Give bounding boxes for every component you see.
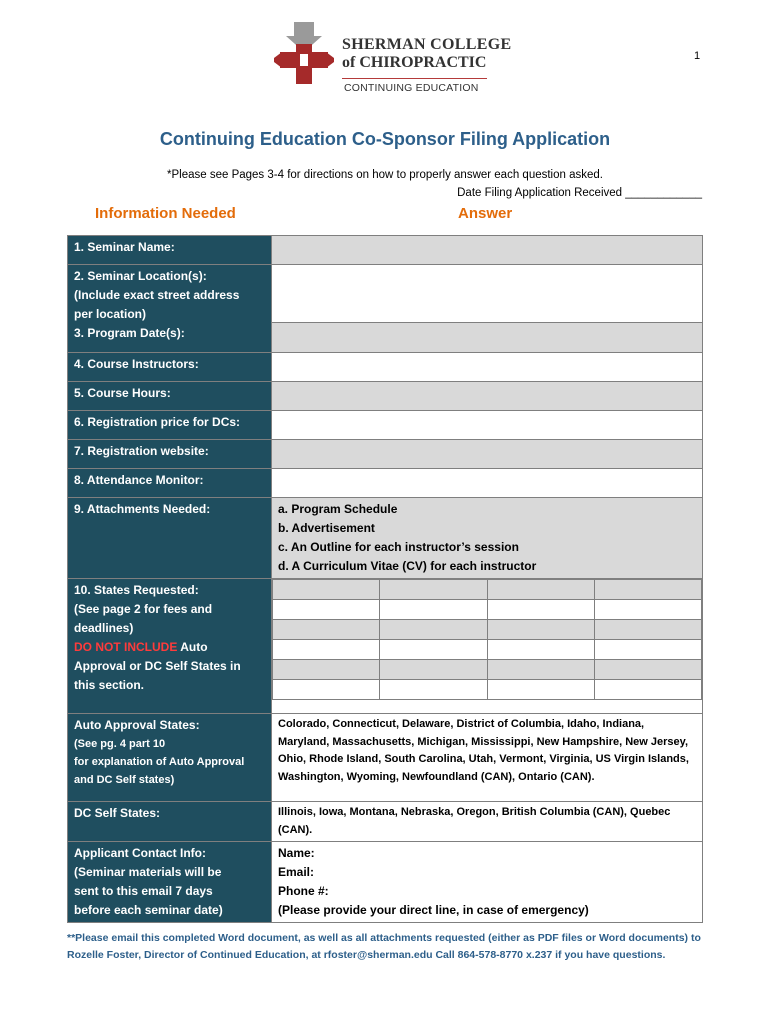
seminar-name-field[interactable] <box>272 236 703 265</box>
states-label-text: Auto <box>177 640 208 654</box>
logo-divider <box>342 78 487 79</box>
attachment-item: a. Program Schedule <box>278 502 398 516</box>
table-row <box>68 411 703 440</box>
state-cell[interactable] <box>487 640 594 660</box>
attachments-list <box>272 498 703 579</box>
contact-label-line: (Seminar materials will be <box>74 865 222 879</box>
state-cell[interactable] <box>487 680 594 700</box>
state-cell[interactable] <box>273 640 380 660</box>
table-row <box>68 440 703 469</box>
do-not-include-warning: DO NOT INCLUDE <box>74 640 178 654</box>
table-row <box>68 236 703 265</box>
logo-line-2: of CHIROPRACTIC <box>342 54 487 71</box>
program-dates-label: 3. Program Date(s): <box>74 326 185 340</box>
state-cell[interactable] <box>594 660 701 680</box>
program-dates-field[interactable] <box>272 323 702 352</box>
state-cell[interactable] <box>380 620 487 640</box>
attendance-monitor-label: 8. Attendance Monitor: <box>68 469 272 498</box>
state-cell[interactable] <box>380 640 487 660</box>
course-hours-label: 5. Course Hours: <box>68 382 272 411</box>
state-cell[interactable] <box>380 660 487 680</box>
state-cell[interactable] <box>273 660 380 680</box>
contact-email-field[interactable]: Email: <box>278 865 315 879</box>
table-row <box>68 842 703 923</box>
contact-label-line: before each seminar date) <box>74 903 223 917</box>
table-row <box>68 265 703 353</box>
contact-name-field[interactable]: Name: <box>278 846 315 860</box>
course-instructors-label: 4. Course Instructors: <box>68 353 272 382</box>
state-cell[interactable] <box>594 640 701 660</box>
auto-approval-states-text: Colorado, Connecticut, Delaware, District of Columbia, Idaho, Indiana, Maryland, Massachusetts, Michigan, Mississippi, New Hampshire, New Jersey, Ohio, Rhode Island, South Carolina, Utah, Vermont, Virginia, US Virgin Islands, Washington, Wyoming, Newfoundland (CAN), Ontario (CAN). <box>272 714 703 802</box>
states-label-line: (See page 2 for fees and <box>74 602 213 616</box>
states-label-line: deadlines) <box>74 621 134 635</box>
state-cell[interactable] <box>273 620 380 640</box>
auto-approval-label-line: (See pg. 4 part 10 <box>74 738 166 750</box>
state-cell[interactable] <box>487 620 594 640</box>
table-row <box>68 802 703 842</box>
seminar-location-field[interactable] <box>272 265 702 323</box>
state-cell[interactable] <box>487 660 594 680</box>
attachment-item: b. Advertisement <box>278 521 375 535</box>
registration-price-field[interactable] <box>272 411 703 440</box>
contact-phone-field[interactable]: Phone #: <box>278 884 329 898</box>
directions-note: *Please see Pages 3-4 for directions on how to properly answer each question asked. <box>167 169 603 181</box>
states-label-line: Approval or DC Self States in <box>74 659 241 673</box>
applicant-contact-fields <box>272 842 703 923</box>
date-received-line: Date Filing Application Received ____________ <box>457 187 702 199</box>
application-form-table <box>67 235 703 923</box>
course-instructors-field[interactable] <box>272 353 703 382</box>
seminar-location-label <box>68 265 272 353</box>
attachments-label: 9. Attachments Needed: <box>68 498 272 579</box>
auto-approval-label-line: for explanation of Auto Approval <box>74 756 245 768</box>
table-row <box>68 382 703 411</box>
states-requested-grid-cell <box>272 579 703 714</box>
table-row <box>68 353 703 382</box>
state-cell[interactable] <box>380 680 487 700</box>
dc-self-states-label: DC Self States: <box>68 802 272 842</box>
location-label-line: (Include exact street address <box>74 288 240 302</box>
college-logo <box>272 22 512 98</box>
page-number: 1 <box>694 50 701 62</box>
table-row <box>68 714 703 802</box>
states-label-line: this section. <box>74 678 145 692</box>
applicant-contact-label <box>68 842 272 923</box>
state-cell[interactable] <box>487 580 594 600</box>
table-row <box>68 579 703 714</box>
cross-arrow-logo-icon <box>272 22 336 88</box>
auto-approval-label <box>68 714 272 802</box>
state-cell[interactable] <box>594 680 701 700</box>
auto-approval-label-line: Auto Approval States: <box>74 718 200 732</box>
state-cell[interactable] <box>487 600 594 620</box>
state-cell[interactable] <box>594 580 701 600</box>
state-cell[interactable] <box>380 580 487 600</box>
table-row <box>68 498 703 579</box>
state-cell[interactable] <box>273 680 380 700</box>
registration-website-field[interactable] <box>272 440 703 469</box>
states-label-line: 10. States Requested: <box>74 583 199 597</box>
states-requested-label <box>68 579 272 714</box>
seminar-name-label: 1. Seminar Name: <box>68 236 272 265</box>
registration-website-label: 7. Registration website: <box>68 440 272 469</box>
auto-approval-label-line: and DC Self states) <box>74 774 175 786</box>
information-needed-heading: Information Needed <box>95 205 236 222</box>
attachment-item: d. A Curriculum Vitae (CV) for each instructor <box>278 559 537 573</box>
answer-heading: Answer <box>458 205 513 222</box>
attachment-item: c. An Outline for each instructor’s session <box>278 540 519 554</box>
submission-instructions: **Please email this completed Word document, as well as all attachments requested (either as PDF files or Word documents) to Rozelle Foster, Director of Continued Education, at rfoster@sherman.edu Call 864-578-8770 x.237 if you have questions. <box>67 932 701 961</box>
location-label-line: 2. Seminar Location(s): <box>74 269 207 283</box>
table-row <box>68 469 703 498</box>
page-title: Continuing Education Co-Sponsor Filing Application <box>159 129 611 149</box>
state-cell[interactable] <box>380 600 487 620</box>
state-cell[interactable] <box>273 580 380 600</box>
states-grid <box>272 579 702 700</box>
registration-price-label: 6. Registration price for DCs: <box>68 411 272 440</box>
dc-self-states-text: Illinois, Iowa, Montana, Nebraska, Oregon, British Columbia (CAN), Quebec (CAN). <box>272 802 703 842</box>
location-dates-cell <box>272 265 703 353</box>
course-hours-field[interactable] <box>272 382 703 411</box>
state-cell[interactable] <box>594 620 701 640</box>
logo-line-3: CONTINUING EDUCATION <box>344 82 479 94</box>
attendance-monitor-field[interactable] <box>272 469 703 498</box>
contact-label-line: sent to this email 7 days <box>74 884 213 898</box>
contact-label-line: Applicant Contact Info: <box>74 846 206 860</box>
contact-phone-note: (Please provide your direct line, in case of emergency) <box>278 903 589 917</box>
logo-line-1: SHERMAN COLLEGE <box>342 36 512 53</box>
state-cell[interactable] <box>273 600 380 620</box>
states-label-line <box>74 638 265 657</box>
state-cell[interactable] <box>594 600 701 620</box>
location-label-line: per location) <box>74 307 147 321</box>
